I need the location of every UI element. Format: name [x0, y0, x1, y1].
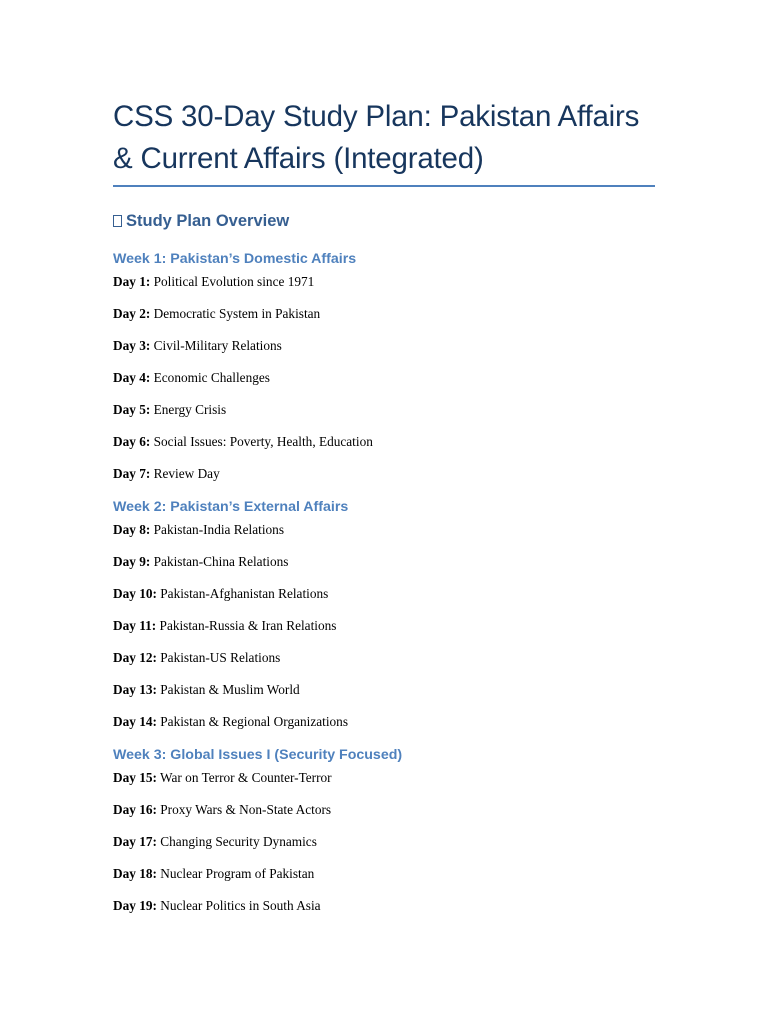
day-topic: Changing Security Dynamics [160, 834, 317, 849]
day-topic: Nuclear Politics in South Asia [160, 898, 321, 913]
day-label: Day 5: [113, 402, 151, 417]
day-label: Day 11: [113, 618, 157, 633]
day-topic: Pakistan-Russia & Iran Relations [159, 618, 337, 633]
day-item [113, 466, 220, 482]
day-item [113, 770, 332, 786]
day-item [113, 898, 321, 914]
day-topic: Pakistan & Regional Organizations [160, 714, 349, 729]
day-topic: Civil-Military Relations [153, 338, 282, 353]
day-topic: Political Evolution since 1971 [153, 274, 315, 289]
overview-heading [113, 212, 289, 231]
day-label: Day 14: [113, 714, 157, 729]
day-item [113, 338, 282, 354]
day-topic: Pakistan-US Relations [160, 650, 281, 665]
day-label: Day 13: [113, 682, 157, 697]
day-topic: Proxy Wars & Non-State Actors [160, 802, 332, 817]
day-item [113, 834, 317, 850]
day-item [113, 274, 314, 290]
day-label: Day 7: [113, 466, 151, 481]
day-label: Day 1: [113, 274, 151, 289]
day-topic: Social Issues: Poverty, Health, Education [153, 434, 373, 449]
week-1-heading: Week 1: Pakistan’s Domestic Affairs [113, 251, 357, 267]
day-topic: Review Day [153, 466, 220, 481]
day-item [113, 554, 288, 570]
day-label: Day 6: [113, 434, 151, 449]
day-item [113, 402, 226, 418]
day-label: Day 12: [113, 650, 157, 665]
document-page [113, 96, 655, 913]
day-topic: Pakistan & Muslim World [160, 682, 300, 697]
day-item [113, 434, 373, 450]
overview-heading-text: Study Plan Overview [126, 212, 290, 230]
day-label: Day 17: [113, 834, 157, 849]
day-item [113, 714, 348, 730]
week-3-heading: Week 3: Global Issues I (Security Focused) [113, 747, 403, 763]
day-topic: War on Terror & Counter-Terror [160, 770, 332, 785]
day-topic: Pakistan-Afghanistan Relations [160, 586, 329, 601]
day-item [113, 802, 331, 818]
day-label: Day 4: [113, 370, 151, 385]
day-topic: Pakistan-China Relations [153, 554, 289, 569]
day-item [113, 370, 270, 386]
day-item [113, 650, 280, 666]
title-underline [113, 185, 655, 187]
missing-glyph-icon [113, 215, 122, 227]
day-topic: Energy Crisis [153, 402, 227, 417]
day-item [113, 866, 314, 882]
day-label: Day 9: [113, 554, 151, 569]
day-label: Day 2: [113, 306, 151, 321]
day-topic: Nuclear Program of Pakistan [160, 866, 315, 881]
day-label: Day 15: [113, 770, 157, 785]
day-item [113, 586, 328, 602]
day-label: Day 18: [113, 866, 157, 881]
document-title: CSS 30-Day Study Plan: Pakistan Affairs & Current Affairs (Integrated) [113, 100, 640, 175]
week-2-heading: Week 2: Pakistan’s External Affairs [113, 499, 349, 515]
day-item [113, 618, 336, 634]
day-topic: Democratic System in Pakistan [153, 306, 321, 321]
day-topic: Economic Challenges [153, 370, 270, 385]
day-item [113, 682, 300, 698]
day-label: Day 8: [113, 522, 151, 537]
day-label: Day 10: [113, 586, 157, 601]
day-item [113, 306, 320, 322]
day-item [113, 522, 284, 538]
day-label: Day 19: [113, 898, 157, 913]
day-label: Day 3: [113, 338, 151, 353]
day-label: Day 16: [113, 802, 157, 817]
day-topic: Pakistan-India Relations [153, 522, 284, 537]
